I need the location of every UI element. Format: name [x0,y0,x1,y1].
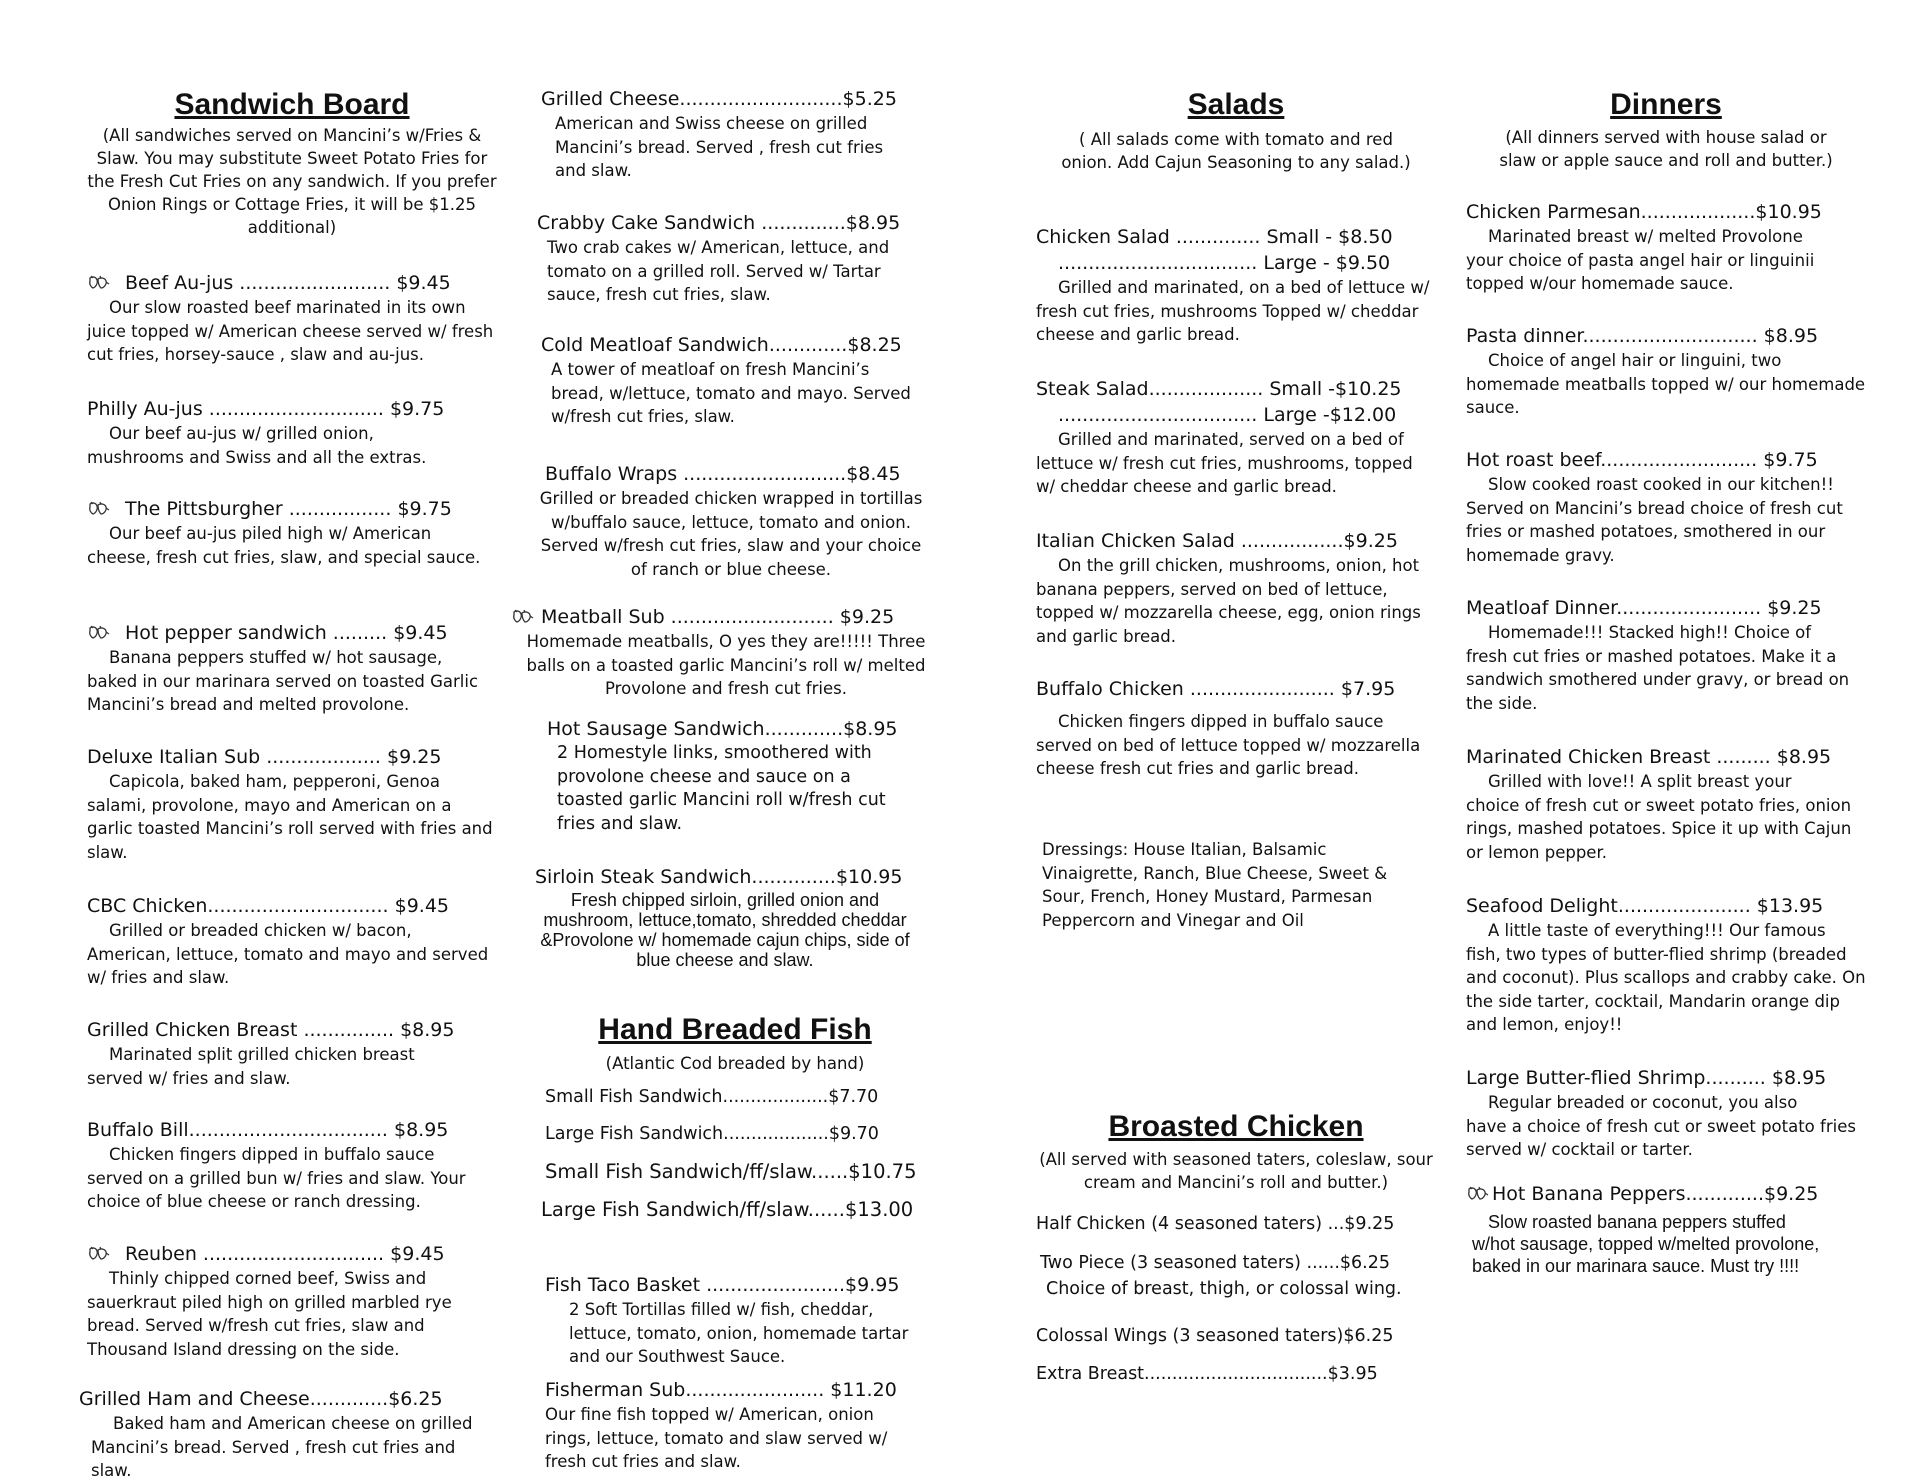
item-desc: On the grill chicken, mushrooms, onion, hot banana peppers, served on bed of lettuce, topped w/ mozzarella cheese, egg, onion rings and garlic bread. [1036,556,1421,646]
item-price: $9.45 [393,622,448,644]
salads-note: ( All salads come with tomato and red onion. Add Cajun Seasoning to any salad.) [1061,130,1411,172]
item-price: $9.70 [828,1124,879,1144]
item-desc-cont: juice topped w/ American cheese served w/ fresh cut fries, horsey-sauce , slaw and au-jus. [87,321,494,364]
item-desc: 2 Homestyle links, smoothered with provolone cheese and sauce on a toasted garlic Mancini roll w/fresh cut fries and slaw. [557,743,886,834]
item-price: $8.95 [1776,746,1832,768]
item-name: Buffalo Bill................................. [87,1119,388,1141]
item-price: $13.00 [844,1198,914,1221]
menu-item-hot-sausage-sandwich [547,716,935,836]
item-desc: Capicola, baked ham, pepperoni, Genoa [109,772,440,791]
item-price: $6.25 [1343,1326,1394,1346]
item-name: Crabby Cake Sandwich .............. [537,212,846,234]
item-desc: Slow cooked roast cooked in our kitchen!! [1488,475,1834,494]
menu-item-steak-salad [1036,376,1436,499]
menu-item-marinated-chicken-breast [1466,744,1866,864]
item-desc: Our fine fish topped w/ American, onion rings, lettuce, tomato and slaw served w/ fresh cut fries and slaw. [545,1405,888,1471]
pepper-icon [511,609,535,625]
item-price: $11.20 [830,1379,897,1401]
item-price: $7.70 [828,1087,879,1107]
item-name: Philly Au-jus ............................. [87,398,384,420]
broasted-extra-breast [1036,1361,1436,1387]
menu-item-sirloin-steak-sandwich [535,864,935,970]
item-desc: Choice of angel hair or linguini, two [1488,351,1782,370]
item-name: Hot pepper sandwich ......... [125,622,388,644]
item-desc-cont: salami, provolone, mayo and American on a garlic toasted Mancini’s roll served with fries and slaw. [87,795,493,862]
menu-item-large-butterflied-shrimp [1466,1065,1866,1162]
menu-item-beef-au-jus [87,270,497,367]
item-name: Pasta dinner............................. [1466,325,1758,347]
item-price: $8.95 [400,1019,455,1041]
item-desc: Regular breaded or coconut, you also [1488,1093,1798,1112]
item-name: Reuben .............................. [125,1243,385,1265]
item-desc: Banana peppers stuffed w/ hot sausage, [109,648,443,667]
item-name: Half Chicken (4 seasoned taters) ... [1036,1214,1345,1234]
menu-item-seafood-delight [1466,893,1866,1037]
item-desc: Grilled or breaded chicken w/ bacon, [109,921,412,940]
item-price: $9.25 [1344,1214,1395,1234]
item-name: Meatloaf Dinner........................ [1466,597,1762,619]
item-desc-cont: served on a grilled bun w/ fries and slaw. Your choice of blue cheese or ranch dressing. [87,1168,466,1211]
item-name: Steak Salad................... [1036,378,1264,400]
item-desc: Grilled and marinated, served on a bed of lettuce w/ fresh cut fries, mushrooms, topped w/ cheddar cheese and garlic bread. [1036,430,1413,496]
item-name: Chicken Salad .............. [1036,226,1261,248]
item-name: Large Fish Sandwich/ff/slaw...... [541,1198,845,1221]
item-name: Sirloin Steak Sandwich.............. [535,866,836,888]
salads-title: Salads [1187,88,1285,121]
item-price: $8.95 [845,212,901,234]
pepper-icon [87,501,111,517]
item-price: $8.45 [846,463,901,485]
menu-item-cold-meatloaf-sandwich [541,332,935,429]
item-price: $8.95 [393,1119,449,1141]
item-price: $9.45 [390,1243,445,1265]
item-name: Grilled Cheese........................... [541,88,843,110]
item-price: $8.95 [1771,1067,1827,1089]
item-desc: Grilled with love!! A split breast your [1488,772,1792,791]
item-desc-cont: American, lettuce, tomato and mayo and served w/ fries and slaw. [87,944,489,987]
menu-item-grilled-chicken-breast [87,1017,497,1090]
item-price: $9.25 [387,746,442,768]
item-desc-cont: your choice of pasta angel hair or linguinii topped w/our homemade sauce. [1466,250,1815,293]
item-price-large: Large -$12.00 [1263,404,1397,426]
item-name: Large Fish Sandwich................... [545,1124,829,1144]
item-price: Small - $8.50 [1266,226,1393,248]
item-desc: Grilled and marinated, on a bed of lettuce w/ fresh cut fries, mushrooms Topped w/ cheddar cheese and garlic bread. [1036,278,1430,344]
menu-item-grilled-ham-cheese [79,1386,497,1483]
item-desc-cont: fresh cut fries or mashed potatoes. Make it a sandwich smothered under gravy, or bread on the side. [1466,646,1850,713]
broasted-chicken-note: (All served with seasoned taters, coleslaw, sour cream and Mancini’s roll and butter.) [1039,1150,1433,1192]
pepper-icon [87,625,111,641]
item-desc: Marinated breast w/ melted Provolone [1488,227,1803,246]
item-price: $6.25 [388,1388,443,1410]
sandwich-board-title: Sandwich Board [174,88,410,121]
item-desc: Two crab cakes w/ American, lettuce, and tomato on a grilled roll. Served w/ Tartar sauce, fresh cut fries, slaw. [547,238,890,304]
menu-item-fish-taco-basket [545,1272,935,1369]
item-price: $6.25 [1339,1253,1391,1273]
broasted-chicken-title: Broasted Chicken [1108,1110,1364,1143]
item-desc-cont: Mancini’s bread. Served , fresh cut fries and slaw. [91,1437,456,1480]
item-name: CBC Chicken.............................. [87,895,389,917]
item-price: $9.45 [394,895,450,917]
item-desc: 2 Soft Tortillas filled w/ fish, cheddar, lettuce, tomato, onion, homemade tartar and our Southwest Sauce. [569,1300,909,1366]
item-name: Small Fish Sandwich/ff/slaw...... [545,1160,849,1183]
item-price: $13.95 [1756,895,1824,917]
hand-breaded-fish-note: (Atlantic Cod breaded by hand) [605,1054,865,1073]
item-desc: A little taste of everything!!! Our famous [1488,921,1826,940]
broasted-half-chicken [1036,1211,1436,1237]
menu-item-hot-roast-beef [1466,447,1866,567]
fish-small-sandwich [545,1084,935,1110]
item-name: The Pittsburgher ................. [125,498,392,520]
menu-item-chicken-salad [1036,224,1436,347]
hand-breaded-fish-title: Hand Breaded Fish [598,1013,872,1046]
item-desc-cont: have a choice of fresh cut or sweet potato fries served w/ cocktail or tarter. [1466,1116,1856,1159]
item-price: $8.25 [847,334,902,356]
item-price: $10.95 [1755,201,1822,223]
item-name: Grilled Ham and Cheese............. [79,1388,389,1410]
menu-item-hot-pepper-sandwich [87,620,497,717]
item-desc: Chicken fingers dipped in buffalo sauce [109,1145,435,1164]
broasted-colossal-wings [1036,1323,1436,1349]
menu-item-pasta-dinner [1466,323,1866,420]
item-name: Two Piece (3 seasoned taters) ...... [1040,1253,1340,1273]
item-price: $9.75 [397,498,452,520]
menu-item-buffalo-wraps [539,461,935,581]
item-price: $7.95 [1340,678,1396,700]
fish-small-sandwich-ff-slaw [545,1159,935,1185]
item-desc: Fresh chipped sirloin, grilled onion and mushroom, lettuce,tomato, shredded cheddar &Provolone w/ homemade cajun chips, side of blue cheese and slaw. [540,890,910,970]
item-desc: Slow roasted banana peppers stuffed w/hot sausage, topped w/melted provolone, baked in our marinara sauce. Must try !!!! [1472,1212,1820,1276]
item-price: $3.95 [1327,1364,1378,1384]
menu-item-reuben [87,1241,497,1361]
menu-item-italian-chicken-salad [1036,528,1436,648]
item-desc: Marinated split grilled chicken breast [109,1045,415,1064]
item-price: $9.45 [396,272,451,294]
item-name: Deluxe Italian Sub ................... [87,746,381,768]
item-desc: Choice of breast, thigh, or colossal wing. [1046,1279,1402,1299]
item-name: Seafood Delight...................... [1466,895,1751,917]
item-price: $9.25 [839,606,895,628]
menu-item-buffalo-chicken [1036,676,1436,781]
dinners-title: Dinners [1610,88,1722,121]
item-name: Buffalo Chicken ........................ [1036,678,1335,700]
item-price: $9.75 [1763,449,1818,471]
item-name: Beef Au-jus ......................... [125,272,391,294]
sandwich-board-note: (All sandwiches served on Mancini’s w/Fries & Slaw. You may substitute Sweet Potato Fries for the Fresh Cut Fries on any sandwich. If you prefer Onion Rings or Cottage Fries, it will be $1.25 additional) [87,126,497,237]
menu-item-fisherman-sub [545,1377,935,1474]
item-desc-cont: sauerkraut piled high on grilled marbled rye bread. Served w/fresh cut fries, slaw and Thousand Island dressing on the side. [87,1292,452,1359]
menu-item-philly-au-jus [87,396,497,469]
item-dots: ................................. [1058,252,1258,274]
item-name: Small Fish Sandwich................... [545,1087,829,1107]
item-desc: Grilled or breaded chicken wrapped in tortillas w/buffalo sauce, lettuce, tomato and onion. Served w/fresh cut fries, slaw and your choice of ranch or blue cheese. [539,489,923,579]
item-desc-cont: mushrooms and Swiss and all the extras. [87,447,427,467]
item-price: $9.75 [389,398,445,420]
item-name: Large Butter-flied Shrimp.......... [1466,1067,1766,1089]
pepper-icon [87,1246,111,1262]
menu-item-deluxe-italian-sub [87,744,497,864]
item-name: Fish Taco Basket ....................... [545,1274,846,1296]
item-name: Chicken Parmesan................... [1466,201,1756,223]
item-desc: Our beef au-jus w/ grilled onion, [109,424,374,443]
item-name: Buffalo Wraps ........................... [545,463,847,485]
item-desc: Baked ham and American cheese on grilled [113,1414,473,1433]
item-desc: American and Swiss cheese on grilled Mancini’s bread. Served , fresh cut fries and slaw. [555,114,884,180]
menu-item-pittsburgher [87,496,497,569]
item-desc-cont: baked in our marinara served on toasted Garlic Mancini’s bread and melted provolone. [87,671,479,714]
fish-large-sandwich [545,1121,935,1147]
item-name: Grilled Chicken Breast ............... [87,1019,395,1041]
item-desc: Chicken fingers dipped in buffalo sauce served on bed of lettuce topped w/ mozzarella cheese fresh cut fries and garlic bread. [1036,712,1421,778]
item-price: $9.25 [1764,1183,1819,1205]
item-price: $9.25 [1767,597,1822,619]
dinners-note: (All dinners served with house salad or slaw or apple sauce and roll and butter.) [1499,128,1833,170]
item-name: Hot roast beef.......................... [1466,449,1758,471]
item-desc: Homemade meatballs, O yes they are!!!!! Three balls on a toasted garlic Mancini’s roll w/ melted Provolone and fresh cut fries. [526,632,926,698]
item-dots: ................................. [1058,404,1258,426]
item-desc: A tower of meatloaf on fresh Mancini’s bread, w/lettuce, tomato and mayo. Served w/fresh cut fries, slaw. [551,360,911,426]
item-name: Fisherman Sub....................... [545,1379,825,1401]
item-name: Cold Meatloaf Sandwich............. [541,334,848,356]
item-name: Hot Banana Peppers............. [1492,1183,1764,1205]
item-price: $10.75 [848,1160,917,1183]
item-price: $5.25 [842,88,897,110]
menu-item-cbc-chicken [87,893,497,990]
item-price: $9.25 [1343,530,1398,552]
menu-item-meatball-sub [511,604,935,701]
pepper-icon [1466,1186,1490,1202]
item-desc: Our slow roasted beef marinated in its own [109,298,466,317]
item-name: Extra Breast................................. [1036,1364,1328,1384]
menu-item-chicken-parmesan [1466,199,1866,296]
item-desc-cont: Served on Mancini’s bread choice of fresh cut fries or mashed potatoes, smothered in our homemade gravy. [1466,498,1843,565]
item-desc-cont: homemade meatballs topped w/ our homemade sauce. [1466,374,1866,417]
item-price-large: Large - $9.50 [1263,252,1391,274]
item-name: Hot Sausage Sandwich............. [547,718,844,740]
item-price: $8.95 [1763,325,1819,347]
item-desc: Homemade!!! Stacked high!! Choice of [1488,623,1812,642]
item-price: Small -$10.25 [1269,378,1402,400]
menu-item-crabby-cake-sandwich [537,210,935,307]
item-price: $8.95 [843,718,898,740]
item-desc-cont: served w/ fries and slaw. [87,1068,291,1088]
menu-item-meatloaf-dinner [1466,595,1866,715]
menu-item-grilled-cheese [541,86,935,183]
menu-item-hot-banana-peppers [1466,1181,1866,1277]
item-price: $10.95 [835,866,903,888]
item-desc-cont: fish, two types of butter-flied shrimp (breaded and coconut). Plus scallops and crabby cake. On the side tarter, cocktail, Mandarin orange dip and lemon, enjoy!! [1466,944,1866,1034]
item-desc: Our beef au-jus piled high w/ American [109,524,432,543]
item-desc: Thinly chipped corned beef, Swiss and [109,1269,427,1288]
broasted-two-piece [1040,1250,1436,1302]
item-name: Italian Chicken Salad ................. [1036,530,1344,552]
item-price: $9.95 [845,1274,900,1296]
item-desc-cont: cheese, fresh cut fries, slaw, and special sauce. [87,547,481,567]
item-desc-cont: choice of fresh cut or sweet potato fries, onion rings, mashed potatoes. Spice it up with Cajun or lemon pepper. [1466,795,1852,862]
salad-dressings: Dressings: House Italian, Balsamic Vinaigrette, Ranch, Blue Cheese, Sweet & Sour, French, Honey Mustard, Parmesan Peppercorn and Vinegar and Oil [1042,840,1388,930]
pepper-icon [87,275,111,291]
fish-large-sandwich-ff-slaw [541,1197,935,1223]
item-name: Meatball Sub ........................... [541,606,834,628]
menu-item-buffalo-bill [87,1117,497,1214]
item-name: Colossal Wings (3 seasoned taters) [1036,1326,1344,1346]
item-name: Marinated Chicken Breast ......... [1466,746,1771,768]
